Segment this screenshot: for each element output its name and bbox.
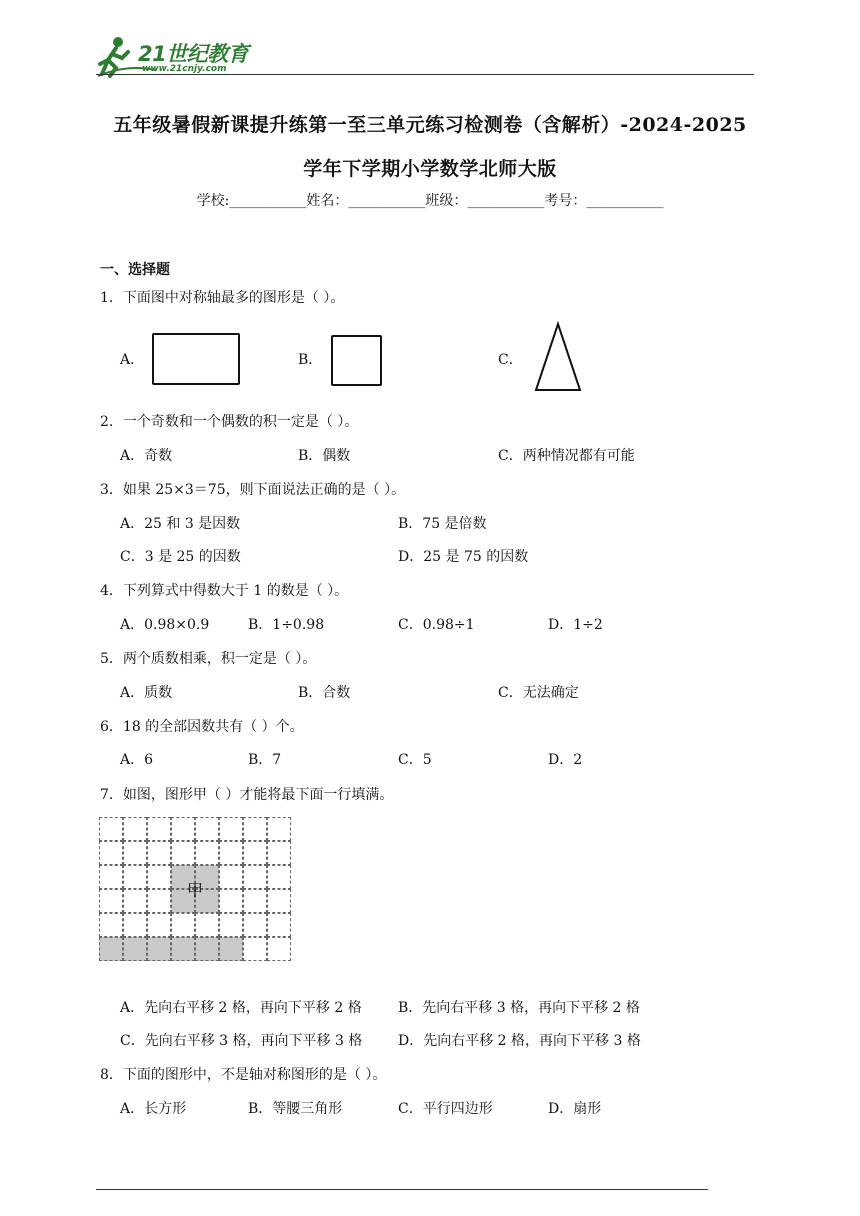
grid-cell	[219, 913, 243, 937]
question-4-option-a: A．0.98×0.9	[120, 617, 210, 633]
grid-cell	[219, 817, 243, 841]
header-divider	[96, 74, 754, 75]
grid-cell	[195, 841, 219, 865]
rectangle-shape	[152, 333, 240, 385]
grid-cell-shaded	[195, 937, 219, 961]
grid-cell-shaded	[99, 937, 123, 961]
question-8-option-b: B．等腰三角形	[248, 1101, 343, 1117]
grid-cell	[267, 889, 291, 913]
grid-cell	[99, 913, 123, 937]
grid-cell	[147, 865, 171, 889]
grid-cell	[267, 937, 291, 961]
grid-cell	[99, 889, 123, 913]
grid-cell	[123, 841, 147, 865]
question-7-option-a: A．先向右平移 2 格，再向下平移 2 格	[120, 1000, 362, 1016]
question-6-option-a: A．6	[120, 752, 154, 768]
question-2-stem: 2．一个奇数和一个偶数的积一定是（ ）。	[100, 414, 359, 430]
question-3-option-b: B．75 是倍数	[398, 516, 487, 532]
question-8-stem: 8．下面的图形中，不是轴对称图形的是（ ）。	[100, 1067, 387, 1083]
question-1-option-b: B．	[298, 352, 323, 368]
grid-cell	[219, 841, 243, 865]
grid-cell	[171, 841, 195, 865]
question-6-option-d: D．2	[548, 752, 583, 768]
question-1-option-a: A．	[120, 352, 145, 368]
question-1-stem: 1．下面图中对称轴最多的图形是（ ）。	[100, 290, 345, 306]
question-5-stem: 5．两个质数相乘，积一定是（ ）。	[100, 651, 317, 667]
question-7-stem: 7．如图，图形甲（ ）才能将最下面一行填满。	[100, 787, 394, 803]
grid-cell	[171, 817, 195, 841]
square-shape	[331, 335, 382, 386]
grid-cell-shaded	[171, 937, 195, 961]
grid-cell	[267, 841, 291, 865]
figure-jia-label: 甲	[187, 881, 204, 900]
page-title-line2: 学年下学期小学数学北师大版	[303, 158, 557, 180]
question-4-option-d: D．1÷2	[548, 617, 603, 633]
section-title: 一、选择题	[100, 262, 170, 278]
grid-cell	[147, 841, 171, 865]
student-info-line: 学校:___________姓名：___________班级：___________考号：___________	[196, 193, 664, 209]
grid-cell	[219, 889, 243, 913]
grid-cell	[267, 865, 291, 889]
question-6-stem: 6．18 的全部因数共有（ ）个。	[100, 719, 304, 735]
question-3-option-c: C．3 是 25 的因数	[120, 549, 241, 565]
question-4-stem: 4．下列算式中得数大于 1 的数是（ ）。	[100, 583, 349, 599]
grid-cell-shaded	[219, 937, 243, 961]
question-2-option-a: A．奇数	[120, 448, 173, 464]
grid-cell	[123, 817, 147, 841]
grid-cell	[243, 889, 267, 913]
question-8-option-c: C．平行四边形	[398, 1101, 493, 1117]
grid-cell	[243, 841, 267, 865]
question-5-option-b: B．合数	[298, 685, 351, 701]
grid-cell	[195, 817, 219, 841]
grid-cell	[219, 865, 243, 889]
question-7-option-d: D．先向右平移 2 格，再向下平移 3 格	[398, 1033, 641, 1049]
question-3-stem: 3．如果 25×3＝75，则下面说法正确的是（ ）。	[100, 482, 406, 498]
question-3-option-d: D．25 是 75 的因数	[398, 549, 529, 565]
question-4-option-b: B．1÷0.98	[248, 617, 325, 633]
triangle-shape	[532, 321, 584, 393]
question-6-option-c: C．5	[398, 752, 432, 768]
grid-cell	[195, 913, 219, 937]
grid-cell	[171, 913, 195, 937]
question-5-option-c: C．无法确定	[498, 685, 579, 701]
grid-cell	[243, 913, 267, 937]
grid-cell	[99, 865, 123, 889]
question-1-option-c: C．	[498, 352, 523, 368]
grid-cell	[243, 865, 267, 889]
logo-text: 21世纪教育	[138, 42, 249, 66]
question-7-option-b: B．先向右平移 3 格，再向下平移 2 格	[398, 1000, 640, 1016]
footer-divider	[96, 1189, 708, 1190]
grid-cell	[267, 913, 291, 937]
grid-cell	[99, 841, 123, 865]
grid-cell-shaded	[123, 937, 147, 961]
question-4-option-c: C．0.98÷1	[398, 617, 475, 633]
translation-grid	[99, 817, 291, 977]
grid-cell	[123, 889, 147, 913]
question-2-option-c: C．两种情况都有可能	[498, 448, 635, 464]
question-8-option-d: D．扇形	[548, 1101, 602, 1117]
question-5-option-a: A．质数	[120, 685, 173, 701]
page-title-line1: 五年级暑假新课提升练第一至三单元练习检测卷（含解析）-2024-2025	[113, 114, 747, 136]
grid-cell	[267, 817, 291, 841]
question-8-option-a: A．长方形	[120, 1101, 187, 1117]
grid-cell	[123, 913, 147, 937]
grid-cell	[99, 817, 123, 841]
grid-cell	[243, 817, 267, 841]
grid-cell-shaded	[147, 937, 171, 961]
logo-url: www.21cnjy.com	[142, 64, 227, 74]
question-6-option-b: B．7	[248, 752, 282, 768]
question-7-option-c: C．先向右平移 3 格，再向下平移 3 格	[120, 1033, 363, 1049]
question-2-option-b: B．偶数	[298, 448, 351, 464]
grid-cell	[147, 913, 171, 937]
question-3-option-a: A．25 和 3 是因数	[120, 516, 241, 532]
grid-cell	[243, 937, 267, 961]
grid-cell	[123, 865, 147, 889]
grid-cell	[147, 889, 171, 913]
grid-cell	[147, 817, 171, 841]
